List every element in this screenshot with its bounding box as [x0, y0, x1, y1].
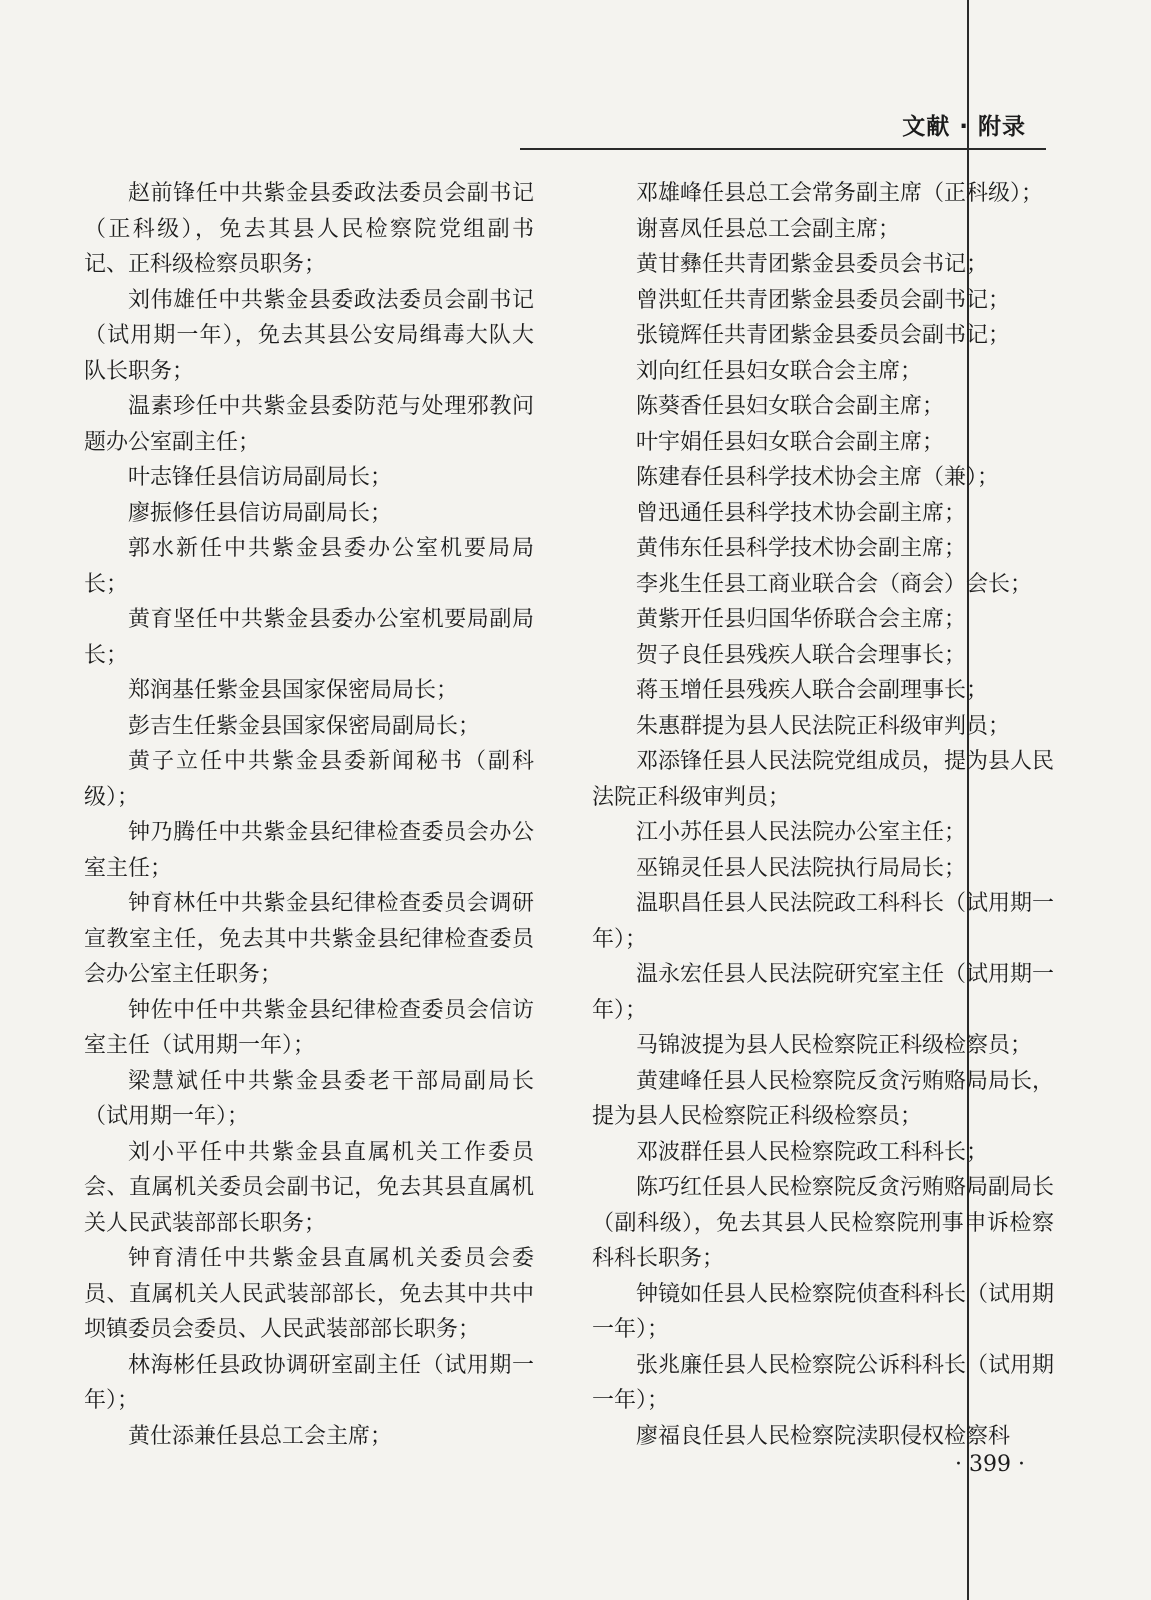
paragraph: 邓添锋任县人民法院党组成员，提为县人民法院正科级审判员；: [592, 749, 1055, 810]
paragraph: 陈葵香任县妇女联合会副主席；: [636, 394, 945, 419]
paragraph: 刘伟雄任中共紫金县委政法委员会副书记（试用期一年），免去其县公安局缉毒大队大队长职务；: [84, 287, 534, 384]
header-rule: [520, 148, 1046, 150]
paragraph: 江小苏任县人民法院办公室主任；: [636, 820, 967, 845]
right-column: [592, 176, 1054, 1454]
paragraph: 张兆廉任县人民检察院公诉科科长（试用期一年）；: [592, 1352, 1055, 1413]
paragraph: 曾迅通任县科学技术协会副主席；: [636, 500, 967, 526]
paragraph: 张镜辉任共青团紫金县委员会副书记；: [636, 323, 1011, 348]
paragraph: 马锦波提为县人民检察院正科级检察员；: [636, 1033, 1033, 1058]
paragraph: 谢喜凤任县总工会副主席；: [636, 216, 901, 242]
page-number: · 399 ·: [955, 1452, 1025, 1477]
paragraph: 邓波群任县人民检察院政工科科长；: [636, 1139, 989, 1165]
paragraph: 温永宏任县人民法院研究室主任（试用期一年）；: [592, 962, 1055, 1023]
paragraph: 李兆生任县工商业联合会（商会）会长；: [636, 571, 1033, 597]
paragraph: 黄子立任中共紫金县委新闻秘书（副科级）；: [84, 749, 534, 810]
paragraph: 郭水新任中共紫金县委办公室机要局局长；: [84, 536, 534, 597]
paragraph: 钟育林任中共紫金县纪律检查委员会调研宣教室主任，免去其中共紫金县纪律检查委员会办公室主任职务；: [84, 891, 534, 987]
paragraph: 刘向红任县妇女联合会主席；: [636, 358, 923, 384]
paragraph: 梁慧斌任中共紫金县委老干部局副局长（试用期一年）；: [84, 1068, 534, 1129]
paragraph: 蒋玉增任县残疾人联合会副理事长；: [636, 678, 989, 703]
paragraph: 黄建峰任县人民检察院反贪污贿赂局局长，提为县人民检察院正科级检察员；: [592, 1068, 1055, 1129]
paragraph: 叶志锋任县信访局副局长；: [128, 465, 393, 490]
paragraph: 钟育清任中共紫金县直属机关委员会委员、直属机关人民武装部部长，免去其中共中坝镇委员会委员、人民武装部部长职务；: [84, 1246, 534, 1342]
paragraph: 黄仕添兼任县总工会主席；: [128, 1423, 393, 1449]
paragraph: 黄紫开任县归国华侨联合会主席；: [636, 607, 967, 632]
paragraph: 陈建春任县科学技术协会主席（兼）；: [636, 465, 1000, 490]
paragraph: 彭吉生任紫金县国家保密局副局长；: [128, 713, 481, 739]
paragraph: 叶宇娟任县妇女联合会副主席；: [636, 429, 945, 455]
paragraph: 林海彬任县政协调研室副主任（试用期一年）；: [84, 1352, 534, 1413]
paragraph: 廖福良任县人民检察院渎职侵权检察科: [636, 1423, 1011, 1449]
paragraph: 郑润基任紫金县国家保密局局长；: [128, 678, 459, 703]
paragraph: 朱惠群提为县人民法院正科级审判员；: [636, 713, 1011, 739]
paragraph: 温素珍任中共紫金县委防范与处理邪教问题办公室副主任；: [84, 394, 534, 455]
paragraph: 黄伟东任县科学技术协会副主席；: [636, 536, 967, 561]
paragraph: 温职昌任县人民法院政工科科长（试用期一年）；: [592, 891, 1055, 952]
paragraph: 廖振修任县信访局副局长；: [128, 500, 393, 526]
paragraph: 刘小平任中共紫金县直属机关工作委员会、直属机关委员会副书记，免去其县直属机关人民武装部部长职务；: [84, 1139, 534, 1236]
paragraph: 钟佐中任中共紫金县纪律检查委员会信访室主任（试用期一年）；: [84, 997, 534, 1058]
paragraph: 黄育坚任中共紫金县委办公室机要局副局长；: [84, 607, 534, 668]
paragraph: 钟镜如任县人民检察院侦查科科长（试用期一年）；: [592, 1281, 1055, 1342]
left-column: [84, 176, 534, 1454]
paragraph: 陈巧红任县人民检察院反贪污贿赂局副局长（副科级），免去其县人民检察院刑事申诉检察科科长职务；: [592, 1175, 1055, 1271]
running-header: 文献 · 附录: [902, 114, 1026, 140]
paragraph: 贺子良任县残疾人联合会理事长；: [636, 642, 967, 668]
paragraph: 邓雄峰任县总工会常务副主席（正科级）；: [636, 181, 1044, 206]
paragraph: 巫锦灵任县人民法院执行局局长；: [636, 855, 967, 881]
paragraph: 曾洪虹任共青团紫金县委员会副书记；: [636, 287, 1011, 313]
paragraph: 赵前锋任中共紫金县委政法委员会副书记（正科级），免去其县人民检察院党组副书记、正科级检察员职务；: [84, 181, 534, 277]
paragraph: 黄甘彝任共青团紫金县委员会书记；: [636, 252, 989, 277]
paragraph: 钟乃腾任中共紫金县纪律检查委员会办公室主任；: [84, 820, 534, 881]
